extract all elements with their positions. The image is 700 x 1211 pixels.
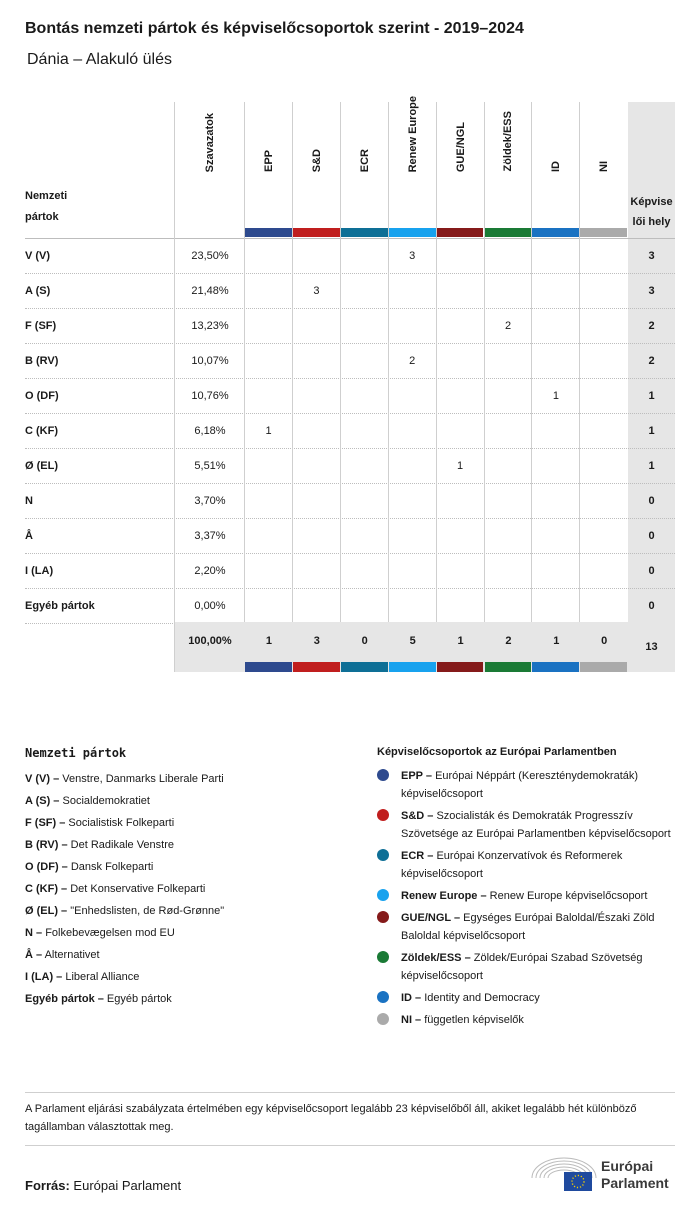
- group-legend: [377, 746, 677, 1033]
- vote-share: 0,00%: [194, 600, 226, 612]
- table-row: [25, 414, 675, 449]
- group-seat-cell: 2: [409, 355, 416, 367]
- vote-share: 13,23%: [191, 320, 229, 332]
- group-total: 0: [601, 635, 608, 647]
- grand-total-seats: 13: [645, 641, 658, 653]
- group-total: 0: [361, 635, 368, 647]
- group-column-header: ECR: [358, 148, 371, 172]
- group-legend-item: EPP – Európai Néppárt (Kereszténydemokraták) képviselőcsoport: [377, 767, 677, 803]
- group-legend-item: Zöldek/ESS – Zöldek/Európai Szabad Szövetség képviselőcsoport: [377, 949, 677, 985]
- table-row: [25, 519, 675, 554]
- vote-share: 3,37%: [194, 530, 226, 542]
- group-legend-item: NI – független képviselők: [377, 1011, 677, 1029]
- group-legend-item: GUE/NGL – Egységes Európai Baloldal/Északi Zöld Baloldal képviselőcsoport: [377, 909, 677, 945]
- vote-share: 10,07%: [191, 355, 229, 367]
- group-color-band: [437, 662, 484, 672]
- party-legend-item: I (LA) – Liberal Alliance: [25, 971, 140, 983]
- table-row: [25, 239, 675, 274]
- grid-line: [436, 102, 437, 622]
- group-seat-cell: 1: [265, 425, 272, 437]
- group-color-dot: [377, 889, 389, 901]
- grid-line: [484, 102, 485, 622]
- group-color-band: [389, 662, 436, 672]
- group-seat-cell: 3: [409, 250, 416, 262]
- group-seat-cell: 3: [313, 285, 320, 297]
- group-color-band: [532, 662, 579, 672]
- page-subtitle: Dánia – Alakuló ülés: [27, 51, 172, 68]
- logo-line1: Európai: [601, 1158, 654, 1174]
- group-color-band: [389, 228, 436, 237]
- group-column-header: NI: [598, 161, 611, 172]
- total-seats: 0: [648, 565, 655, 577]
- group-total: 3: [313, 635, 320, 647]
- grid-line: [292, 102, 293, 622]
- party-name: Å: [25, 530, 33, 542]
- total-seats: 0: [648, 495, 655, 507]
- group-color-band: [437, 228, 484, 237]
- source-value: Európai Parlament: [73, 1178, 182, 1193]
- group-legend-item: S&D – Szocialisták és Demokraták Progresszív Szövetsége az Európai Parlamentben képviselőcsoport: [377, 807, 677, 843]
- votes-column-header: Szavazatok: [204, 112, 216, 172]
- group-color-band: [245, 228, 292, 237]
- table-row: [25, 274, 675, 309]
- group-legend-item: Renew Europe – Renew Europe képviselőcsoport: [377, 887, 677, 905]
- grid-line: [244, 102, 245, 622]
- group-legend-item: ECR – Európai Konzervatívok és Reformerek képviselőcsoport: [377, 847, 677, 883]
- total-seats: 0: [648, 600, 655, 612]
- party-legend-item: O (DF) – Dansk Folkeparti: [25, 861, 154, 873]
- total-seats: 1: [648, 390, 655, 402]
- party-legend-item: N – Folkebevægelsen mod EU: [25, 927, 175, 939]
- table-row: [25, 379, 675, 414]
- party-legend-item: A (S) – Socialdemokratiet: [25, 795, 150, 807]
- table-row: [25, 589, 675, 624]
- group-color-dot: [377, 769, 389, 781]
- group-legend-heading: Képviselőcsoportok az Európai Parlamentben: [377, 746, 617, 758]
- divider: [25, 1092, 675, 1093]
- group-total: 1: [457, 635, 464, 647]
- ep-logo: [530, 1154, 680, 1196]
- eu-flag-icon: [530, 1154, 600, 1196]
- group-color-band: [341, 228, 388, 237]
- grid-line: [579, 102, 580, 622]
- party-legend-item: B (RV) – Det Radikale Venstre: [25, 839, 174, 851]
- grid-line: [174, 102, 175, 672]
- group-color-dot: [377, 1013, 389, 1025]
- party-name: I (LA): [25, 565, 54, 577]
- vote-share: 23,50%: [191, 250, 229, 262]
- group-column-header: S&D: [310, 148, 323, 172]
- party-name: O (DF): [25, 390, 59, 402]
- group-color-band: [532, 228, 579, 237]
- party-legend: [25, 746, 355, 1010]
- table-row: [25, 484, 675, 519]
- grid-line: [340, 102, 341, 622]
- party-name: N: [25, 495, 33, 507]
- group-color-band: [341, 662, 388, 672]
- vote-share: 10,76%: [191, 390, 229, 402]
- party-name: A (S): [25, 285, 51, 297]
- party-name: F (SF): [25, 320, 57, 332]
- group-seat-cell: 1: [457, 460, 464, 472]
- totals-row: [175, 622, 675, 672]
- group-color-dot: [377, 951, 389, 963]
- vote-share: 21,48%: [191, 285, 229, 297]
- total-seats: 2: [648, 355, 655, 367]
- vote-share: 3,70%: [194, 495, 226, 507]
- party-legend-heading: Nemzeti pártok: [25, 746, 127, 760]
- group-legend-item: ID – Identity and Democracy: [377, 989, 677, 1007]
- party-name: B (RV): [25, 355, 59, 367]
- party-legend-item: Å – Alternativet: [25, 949, 100, 961]
- party-legend-item: Egyéb pártok – Egyéb pártok: [25, 993, 172, 1005]
- group-column-header: GUE/NGL: [454, 121, 467, 172]
- party-name: V (V): [25, 250, 51, 262]
- total-seats: 2: [648, 320, 655, 332]
- group-color-band: [580, 662, 627, 672]
- group-color-dot: [377, 911, 389, 923]
- party-name: Egyéb pártok: [25, 600, 95, 612]
- group-total: 1: [553, 635, 560, 647]
- party-legend-item: Ø (EL) – "Enhedslisten, de Rød-Grønne": [25, 905, 225, 917]
- table-row: [25, 449, 675, 484]
- vote-share: 5,51%: [194, 460, 226, 472]
- group-color-dot: [377, 809, 389, 821]
- group-color-band: [485, 228, 532, 237]
- group-column-header: Renew Europe: [406, 95, 419, 172]
- group-total: 5: [409, 635, 416, 647]
- logo-line2: Parlament: [601, 1175, 669, 1191]
- party-name: Ø (EL): [25, 460, 58, 472]
- table-row: [25, 309, 675, 344]
- total-seats: 3: [648, 250, 655, 262]
- group-color-band: [245, 662, 292, 672]
- source: [25, 1178, 181, 1193]
- vote-share: 2,20%: [194, 565, 226, 577]
- group-total: 2: [505, 635, 512, 647]
- group-color-band: [293, 662, 340, 672]
- party-legend-item: F (SF) – Socialistisk Folkeparti: [25, 817, 175, 829]
- total-seats: 1: [648, 460, 655, 472]
- group-column-header: ID: [550, 161, 563, 172]
- group-color-band: [580, 228, 627, 237]
- total-seats: 3: [648, 285, 655, 297]
- footnote: A Parlament eljárási szabályzata értelmében egy képviselőcsoport legalább 23 képviselőből áll, akiket legalább hét különböző tagállamban választottak meg.: [25, 1103, 637, 1133]
- group-column-header: Zöldek/ESS: [502, 111, 515, 172]
- total-seats: 1: [648, 425, 655, 437]
- party-legend-item: V (V) – Venstre, Danmarks Liberale Parti: [25, 773, 224, 785]
- grid-line: [388, 102, 389, 622]
- group-color-band: [485, 662, 532, 672]
- group-total: 1: [265, 635, 272, 647]
- total-votes: 100,00%: [188, 635, 232, 647]
- divider: [25, 1145, 675, 1146]
- group-color-band: [293, 228, 340, 237]
- party-column-header: Nemzeti pártok: [25, 190, 68, 223]
- party-name: C (KF): [25, 425, 58, 437]
- group-column-header: EPP: [262, 149, 275, 172]
- source-label: Forrás:: [25, 1178, 70, 1193]
- seats-column-header: Képvise lői hely: [630, 196, 673, 228]
- group-seat-cell: 2: [504, 320, 512, 332]
- table-row: [25, 554, 675, 589]
- group-seat-cell: 1: [552, 390, 559, 402]
- total-seats: 0: [648, 530, 655, 542]
- group-color-dot: [377, 849, 389, 861]
- vote-share: 6,18%: [194, 425, 226, 437]
- page-title: Bontás nemzeti pártok és képviselőcsoportok szerint - 2019–2024: [25, 20, 524, 37]
- table-row: [25, 344, 675, 379]
- group-color-dot: [377, 991, 389, 1003]
- party-legend-item: C (KF) – Det Konservative Folkeparti: [25, 883, 206, 895]
- grid-line: [531, 102, 532, 622]
